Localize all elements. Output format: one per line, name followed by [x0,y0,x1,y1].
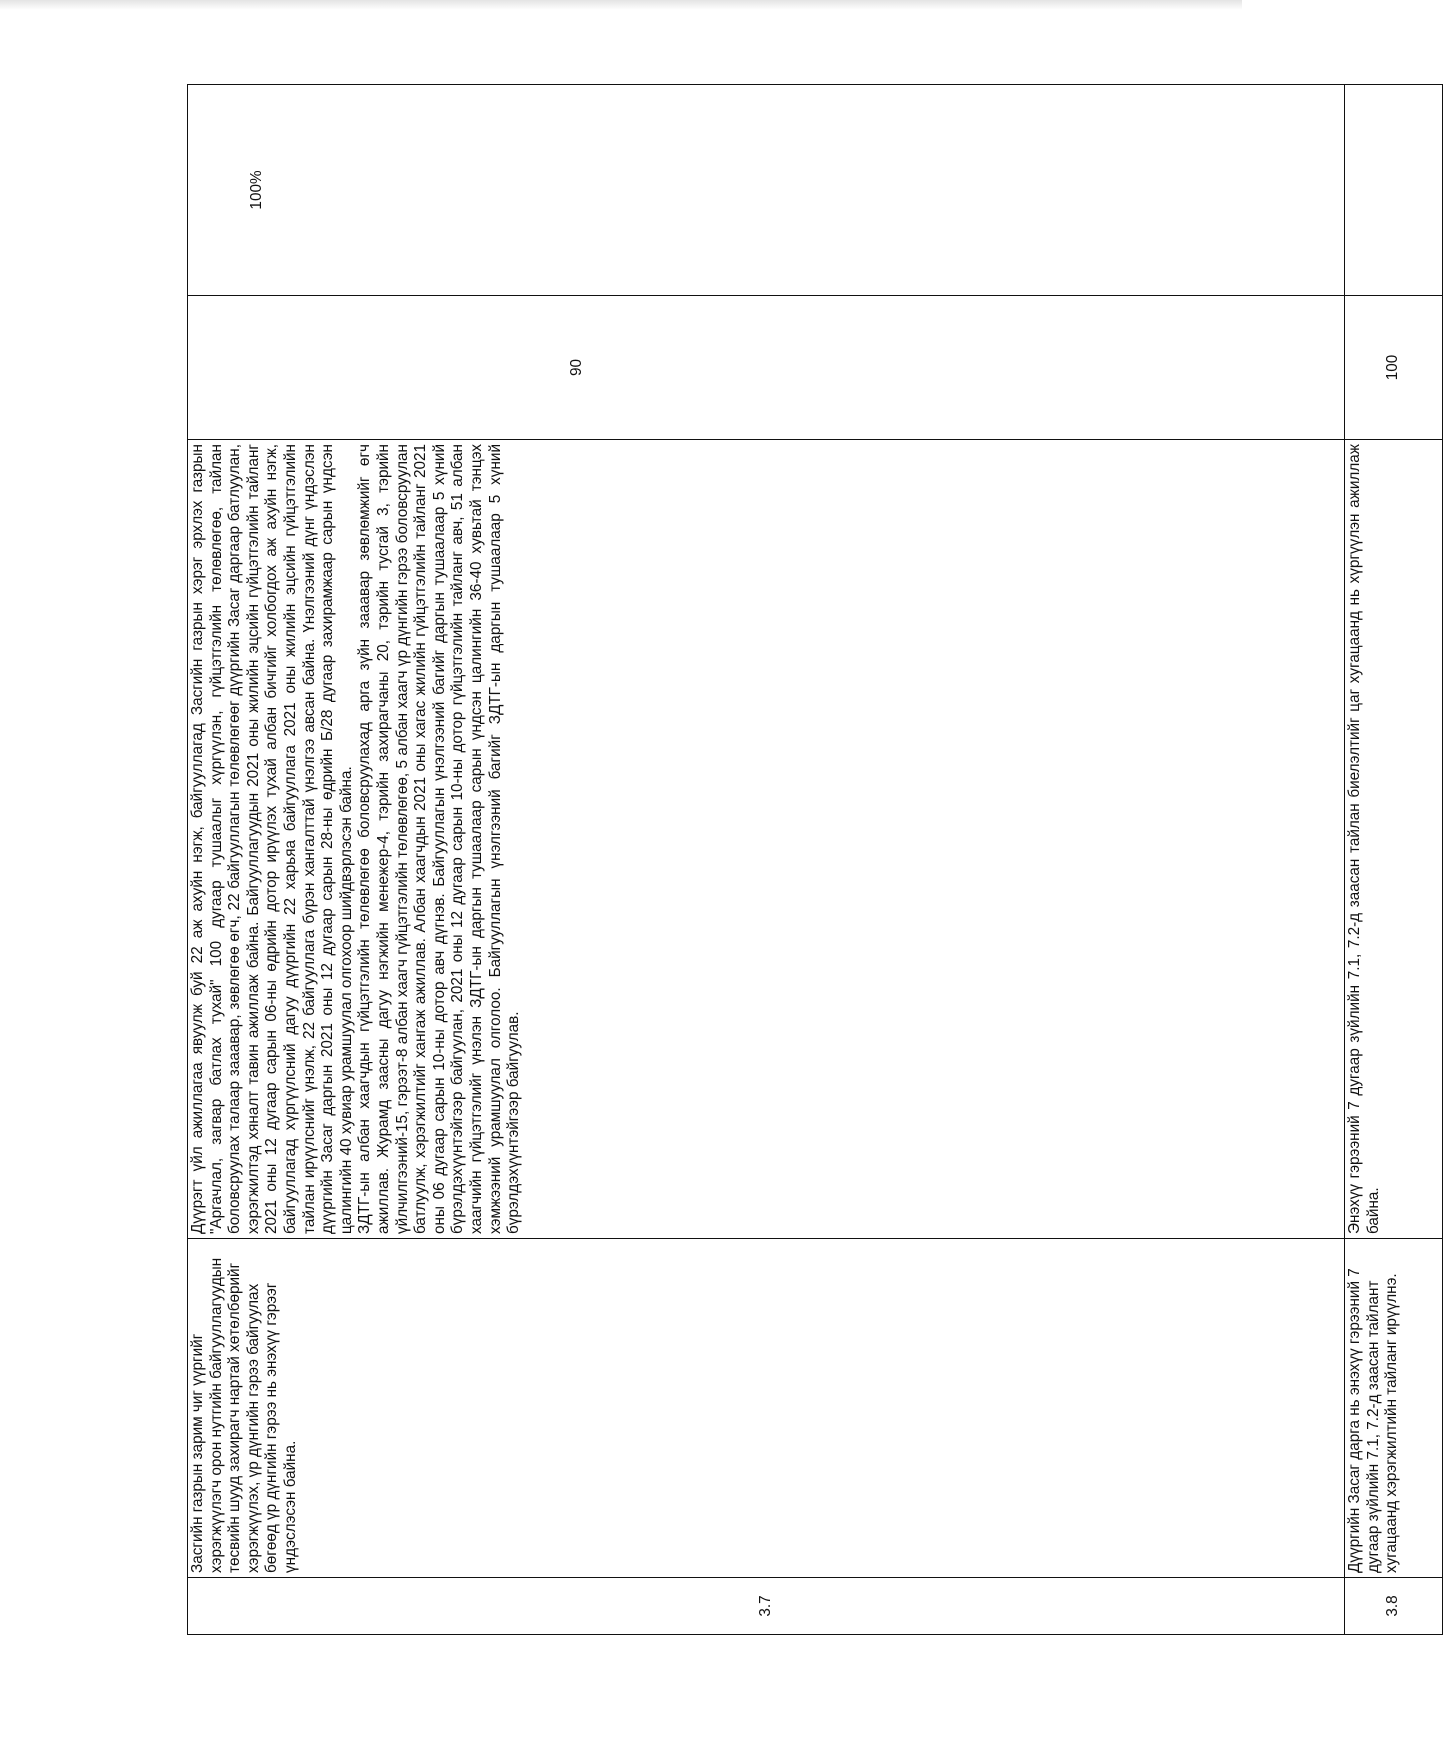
evaluation-table [187,84,1443,1635]
score-cell: 100 [1345,296,1443,440]
percent-cell [1345,85,1443,296]
percent-cell: 100% [188,85,1345,296]
description-paragraph: ЗДТГ-ын албан хаагчдын гүйцэтгэлийн төлөвлөгөө боловсруулахад арга зүйн зааавар зөвлөмжийг өгч ажиллав. Журамд заасны дагуу нэгжийн менежер-4, тэрийн захирагчаны 20, тэрийн тусгай 3, тэрийн үйлчилгээний-15, гэрээт-8 албан хаагч гүйцэтгэлийн төлөвлөгөө, 5 албан хаагч үр дүнгийн гэрээ боловсруулан батлуулж, хэрэгжилтийг хангаж ажиллав. Албан хаагчдын 2021 оны хагас жилийн гүйцэтгэлийн тайланг 2021 оны 06 дугаар сарын 10-ны дотор авч дүгнэв. Байгууллагын үнэлгээний багийг даргын тушаалаар 5 хүний бүрэлдэхүүнтэйгээр байгуулан, 2021 оны 12 дугаар сарын 10-ны дотор гүйцэтгэлийн тайланг авч, 51 албан хаагчийн гүйцэтгэлийг үнэлэн ЗДТГ-ын даргын тушаалаар сарын үндсэн цалингийн 36-40 хувьтай тэнцэх хэмжээний урамшуулал олголоо. Байгууллагын үнэлгээний багийг ЗДТГ-ын даргын тушаалаар 5 хүний бүрэлдэхүүнтэйгээр байгуулав. [356,444,523,1234]
description-cell: Энэхүү гэрээний 7 дугаар зүйлийн 7.1, 7.2-д заасан тайлан биелэлтийг цаг хугацаанд нь хүргүүлэн ажиллаж байна. [1345,440,1443,1239]
table-row [1345,85,1443,1635]
activity-cell: Засгийн газрын зарим чиг үүргийг хэрэгжүүлэгч орон нутгийн байгууллагуудын төсвийн шууд захирагч нартай хөтөлбөрийг хэрэгжүүлэх, үр дүнгийн гэрээ байгуулах бөгөөд үр дүнгийн гэрээ нь энэхүү гэрээг үндэслэсэн байна. [188,1239,1345,1578]
activity-cell: Дүүргийн Засаг дарга нь энэхүү гэрээний 7 дугаар зүйлийн 7.1, 7.2-д заасан тайлант хугацаанд хэрэгжилтийн тайланг ирүүлнэ. [1345,1239,1443,1578]
rotated-page [187,130,1402,1635]
row-number: 3.7 [188,1578,1345,1635]
table-row [188,85,1345,1635]
description-cell [188,440,1345,1239]
description-paragraph: Дүүрэгт үйл ажиллагаа явуулж буй 22 аж ахуйн нэгж, байгууллагад Засгийн газрын хэрэг эрхлэх газрын "Аргачлал, загвар батлах тухай" 100 дугаар тушаалыг хүргүүлэн, гүйцэтгэлийн төлөвлөгөө, тайлан боловсруулах талаар зааавар, зөвлөгөө өгч, 22 байгууллагын төлөвлөгөөг дүүргийн Засаг даргаар батлуулан, хэрэгжилтэд хяналт тавин ажиллаж байна. Байгууллагуудын 2021 оны жилийн эцсийн гүйцэтгэлийн тайланг 2021 оны 12 дугаар сарын 06-ны өдрийн дотор ирүүлэх тухай албан бичгийг холбогдох аж ахуйн нэгж, байгууллагад хүргүүлсний дагуу дүүргийн 22 харьяа байгууллага 2021 оны жилийн эцсийн гүйцэтгэлийн тайлан ирүүлснийг үнэлж, 22 байгууллага бүрэн хангалттай үнэлгээ авсан байна. Үнэлгээний дүнг үндэслэн дүүргийн Засаг даргын 2021 оны 12 дугаар сарын 28-ны өдрийн Б/28 дугаар захирамжаар сарын үндсэн цалингийн 40 хувиар урамшуулал олгохоор шийдвэрлэсэн байна. [189,444,355,1234]
scan-edge-shadow [0,0,1242,10]
row-number: 3.8 [1345,1578,1443,1635]
score-cell: 90 [188,296,1345,440]
